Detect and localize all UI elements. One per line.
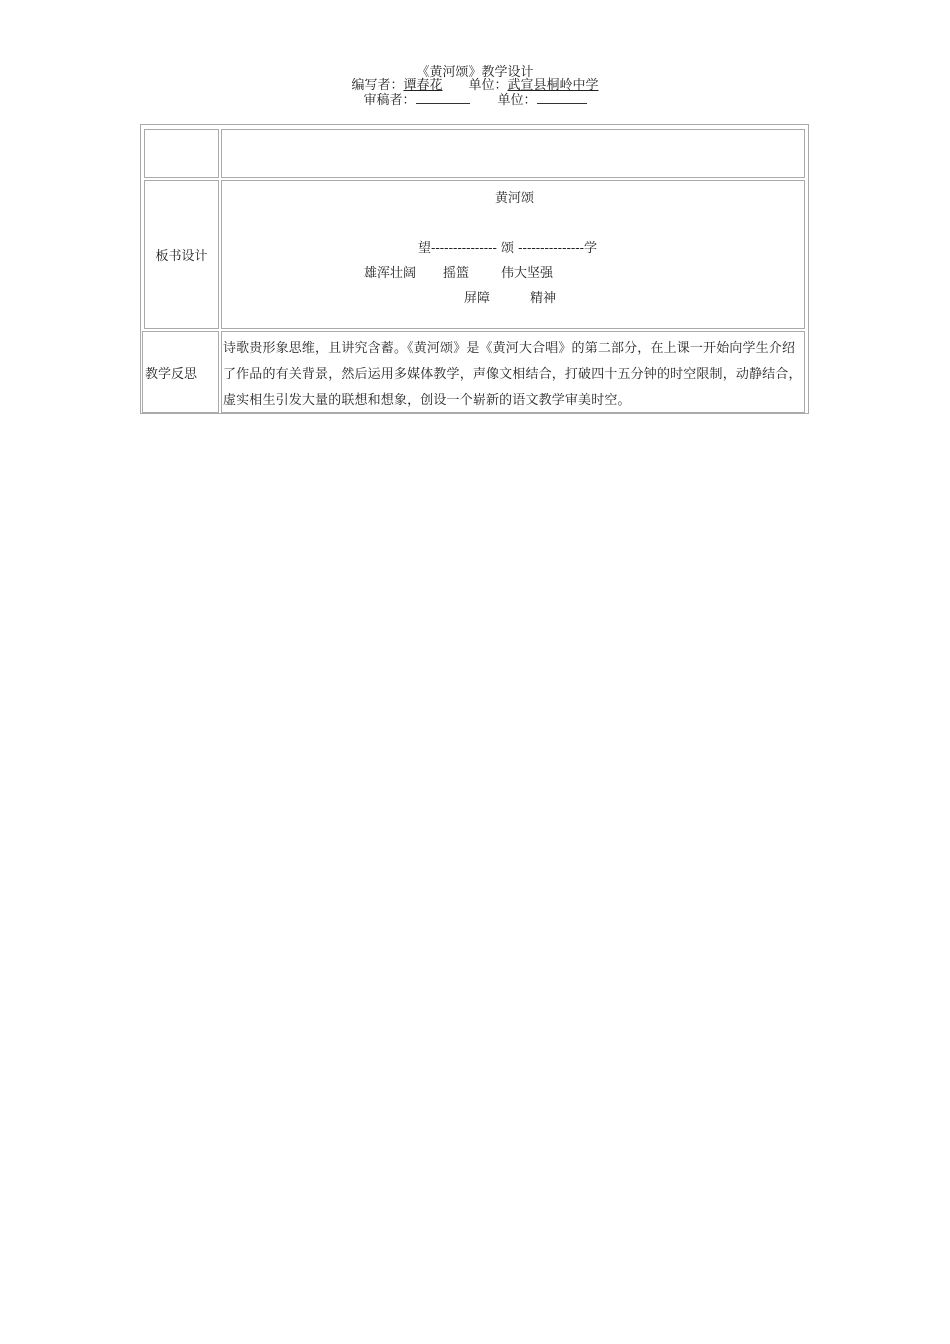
board-title: 黄河颂 [495,191,535,206]
board-design-content [221,180,805,329]
board-design-label [144,180,219,329]
board-line2-b: 摇篮 [443,266,470,281]
author-name: 谭春花 [403,78,443,93]
lesson-table [140,124,809,414]
board-line3-b: 精神 [530,291,557,306]
document-header [0,65,950,108]
unit-label: 单位： [468,78,508,93]
board-line2-c: 伟大坚强 [501,266,554,281]
reviewer-label: 审稿者： [363,93,416,108]
document-title: 《黄河颂》教学设计 [416,65,534,80]
board-design-label-text: 板书设计 [155,249,208,264]
author-label: 编写者： [351,78,404,93]
reflection-label-text: 教学反思 [145,366,198,382]
unit-name: 武宣县桐岭中学 [507,78,599,93]
board-line1: 望--------------- 颂 ---------------学 [418,241,598,256]
board-line3-a: 屏障 [464,291,491,306]
reviewer-unit-label: 单位： [497,93,537,108]
reviewer-unit-blank [537,92,587,104]
author-line [0,79,950,92]
board-line2-a: 雄浑壮阔 [364,266,417,281]
row1-label-cell [144,129,219,178]
row1-content-cell [221,129,805,178]
reviewer-line [0,92,950,108]
reviewer-blank [416,92,470,104]
reflection-text: 诗歌贵形象思维，且讲究含蓄。《黄河颂》是《黄河大合唱》的第二部分，在上课一开始向学生介绍了作品的有关背景，然后运用多媒体教学，声像文相结合，打破四十五分钟的时空限制，动静结合，虚实相生引发大量的联想和想象，创设一个崭新的语文教学审美时空。 [221,331,805,413]
reflection-label [142,331,219,413]
